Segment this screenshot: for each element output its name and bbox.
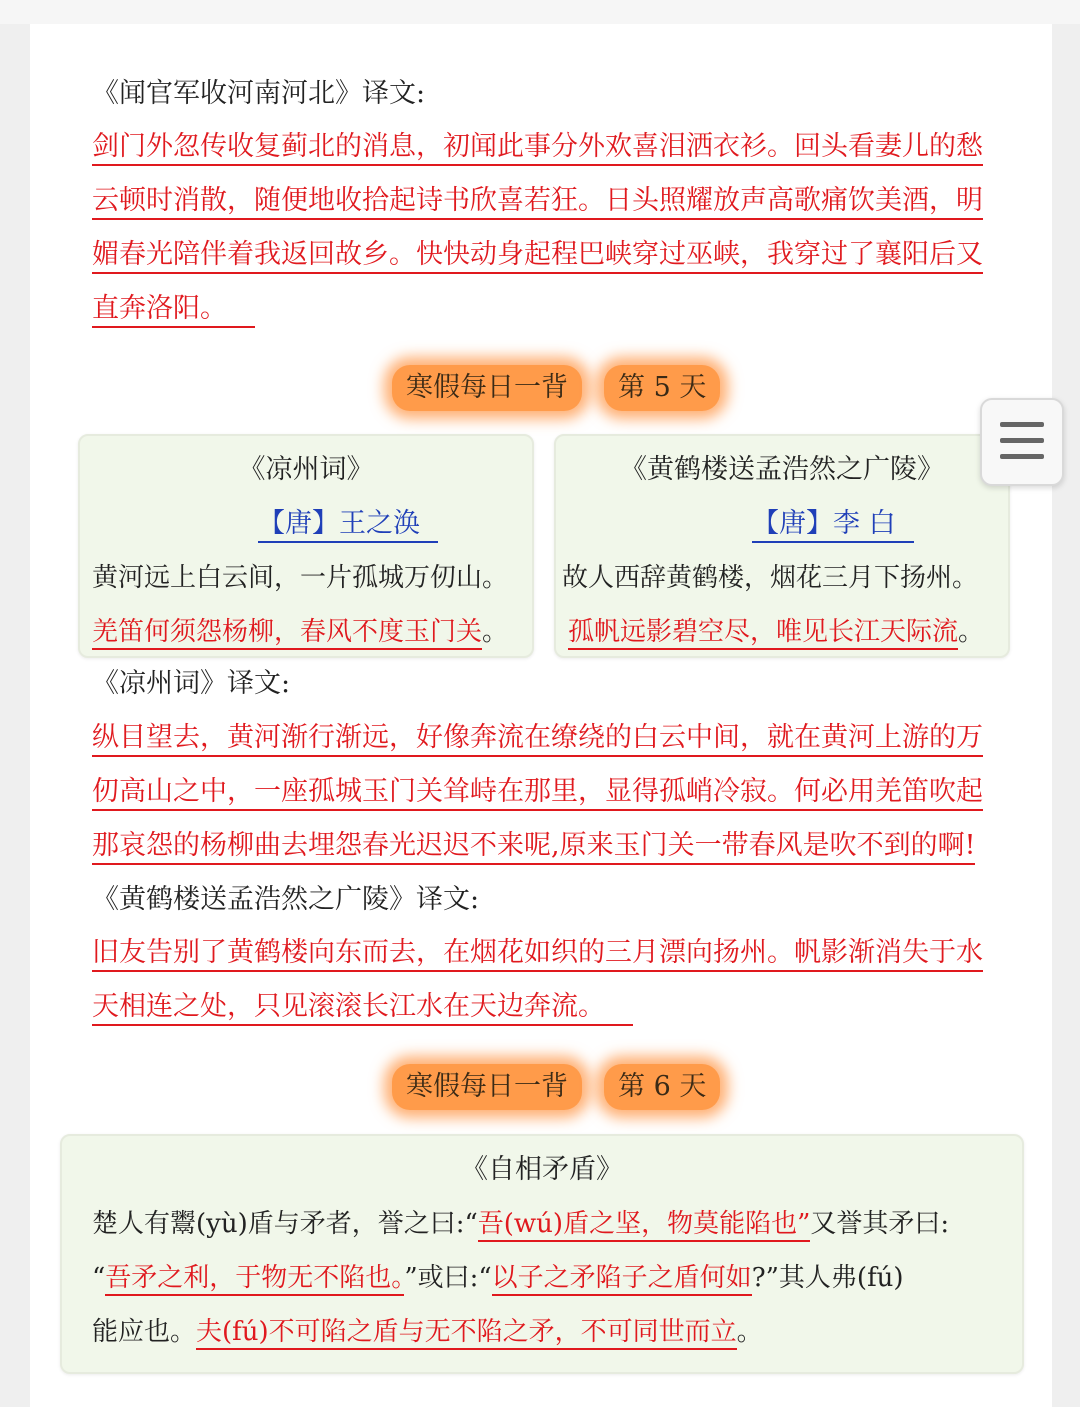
banner-label: 寒假每日一背 [392,365,582,411]
prose-card-zixiangmaodun [60,1134,1024,1374]
translation-line: 纵目望去，黄河渐行渐远，好像奔流在缭绕的白云中间，就在黄河上游的万 [92,718,990,758]
banner-day: 第 6 天 [604,1064,720,1110]
banner-label: 寒假每日一背 [392,1064,582,1110]
translation-line: 天相连之处，只见滚滚长江水在天边奔流。 [92,987,990,1027]
poem-card-huanghelou [554,434,1010,658]
day-6-banner [392,1059,720,1115]
prose-line: “吾矛之利，于物无不陷也。”或曰:“以子之矛陷子之盾何如?”其人弗(fú) [92,1258,904,1298]
translation-line: 那哀怨的杨柳曲去埋怨春光迟迟不来呢,原来玉门关一带春风是吹不到的啊! [92,826,990,866]
translation-line: 剑门外忽传收复蓟北的消息，初闻此事分外欢喜泪洒衣衫。回头看妻儿的愁 [92,127,990,167]
translation-line: 媚春光陪伴着我返回故乡。快快动身起程巴峡穿过巫峡，我穿过了襄阳后又 [92,235,990,275]
prose-title: 《自相矛盾》 [461,1154,623,1185]
poem-line: 故人西辞黄鹤楼，烟花三月下扬州。 [562,563,979,593]
translation-line: 云顿时消散，随便地收拾起诗书欣喜若狂。日头照耀放声高歌痛饮美酒，明 [92,181,990,221]
section-title-huanghelou: 《黄鹤楼送孟浩然之广陵》译文: [92,884,480,915]
poem-card-liangzhouci [78,434,534,658]
poem-line: 孤帆远影碧空尽，唯见长江天际流。 [568,612,984,652]
poem-author: 【唐】李 白 [752,504,914,544]
poem-line: 黄河远上白云间，一片孤城万仞山。 [92,563,509,593]
poem-title: 《黄鹤楼送孟浩然之广陵》 [620,454,944,485]
poem-author: 【唐】王之涣 [258,504,438,544]
translation-line: 旧友告别了黄鹤楼向东而去，在烟花如织的三月漂向扬州。帆影渐消失于水 [92,933,990,973]
poem-title: 《凉州词》 [238,454,374,485]
poem-line: 羌笛何须怨杨柳，春风不度玉门关。 [92,612,508,652]
prose-line: 能应也。夫(fú)不可陷之盾与无不陷之矛，不可同世而立。 [92,1312,763,1352]
translation-line: 直奔洛阳。 [92,289,990,329]
prose-line: 楚人有鬻(yù)盾与矛者，誉之曰:“吾(wú)盾之坚，物莫能陷也”又誉其矛曰: [92,1204,949,1244]
menu-button[interactable] [980,398,1064,486]
translation-line: 仞高山之中，一座孤城玉门关耸峙在那里，显得孤峭冷寂。何必用羌笛吹起 [92,772,990,812]
section-title-liangzhouci: 《凉州词》译文: [92,668,291,699]
section-title-wenguanjun: 《闻官军收河南河北》译文: [92,78,426,109]
top-bar [0,0,1080,24]
day-5-banner [392,360,720,416]
banner-day: 第 5 天 [604,365,720,411]
